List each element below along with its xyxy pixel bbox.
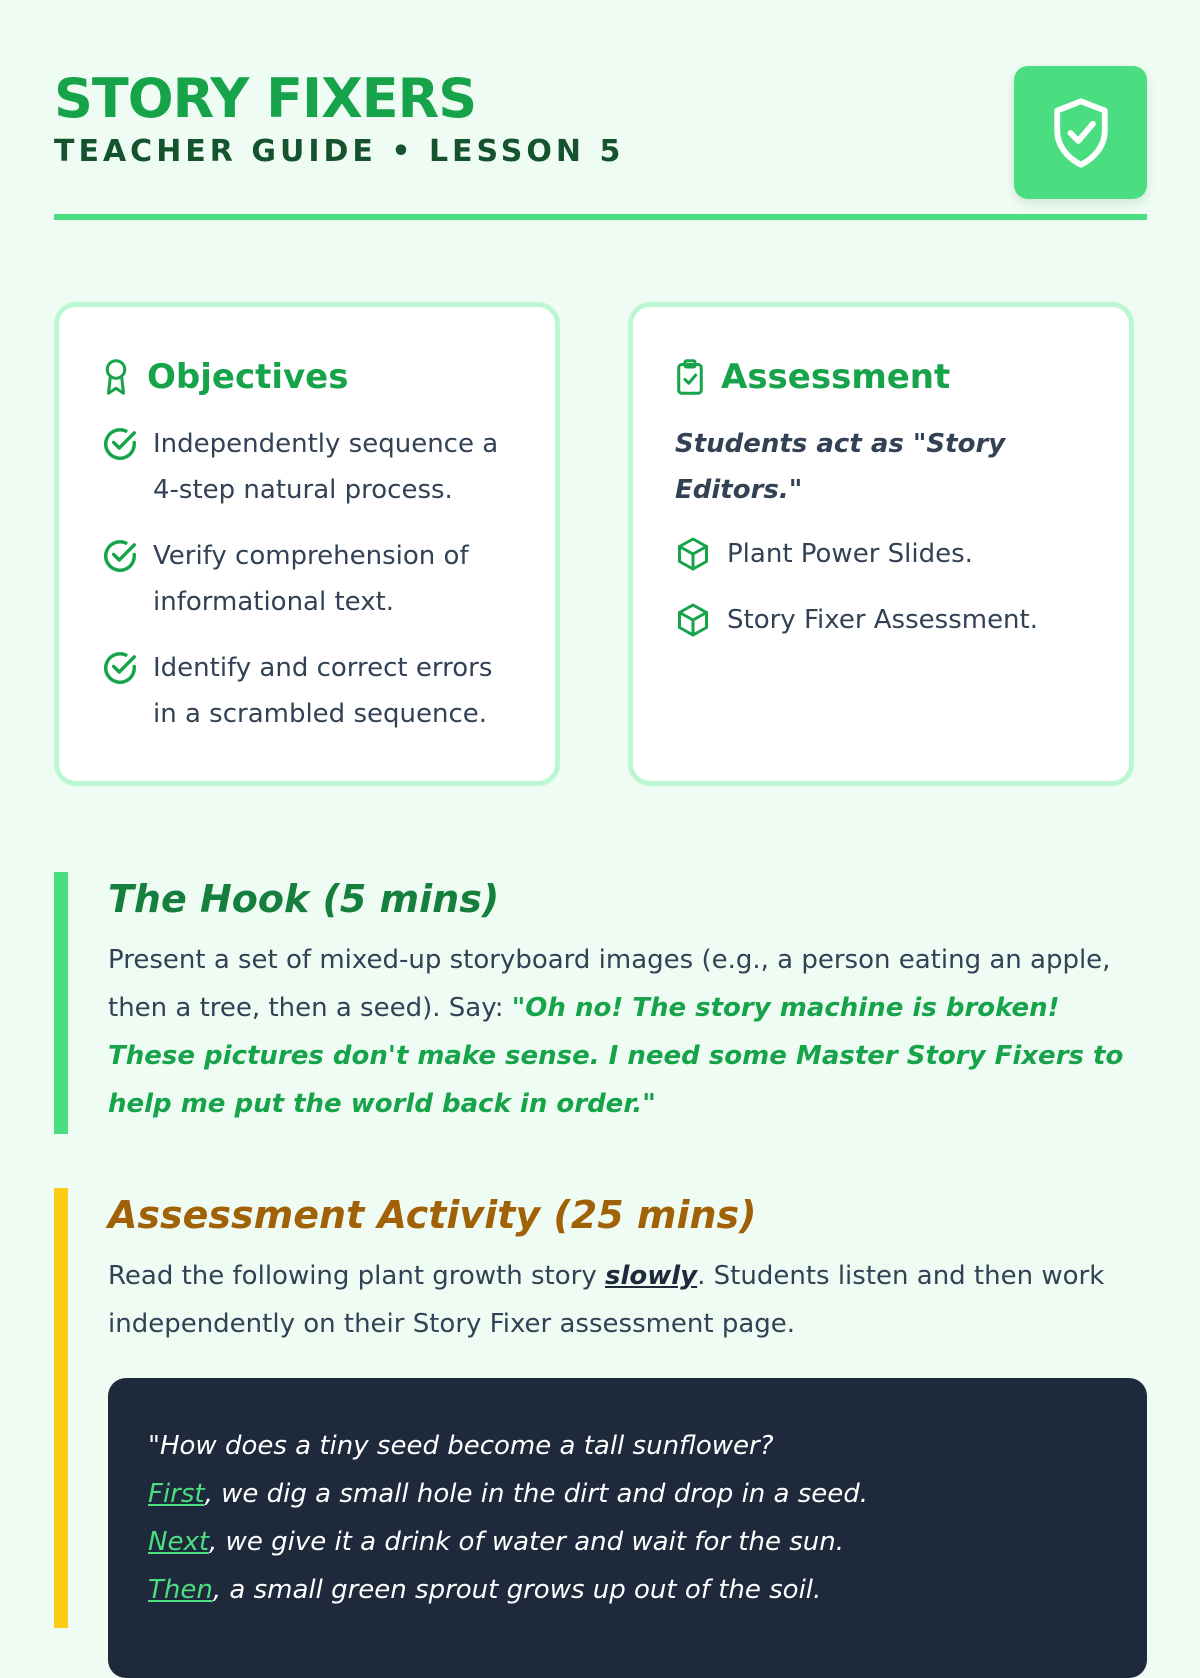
objective-text: Independently sequence a 4-step natural process. (153, 429, 499, 505)
hook-text: Present a set of mixed-up storyboard images (e.g., a person eating an apple, then a tree, then a seed). Say: (108, 945, 1111, 1023)
page-header (54, 66, 1147, 220)
activity-text-before: Read the following plant growth story (108, 1261, 605, 1291)
objective-item (101, 421, 513, 513)
hook-accent-bar (54, 872, 68, 1134)
check-circle-icon (101, 645, 139, 691)
objectives-card (54, 302, 560, 786)
activity-section (54, 1188, 1147, 1628)
shield-check-icon (1049, 96, 1113, 170)
activity-text-after: . Students listen and then work independently on their Story Fixer assessment page. (108, 1261, 1105, 1339)
logo-badge (1014, 66, 1147, 199)
story-text: , we give it a drink of water and wait for the sun. (209, 1527, 844, 1557)
story-line (148, 1566, 1107, 1614)
objectives-heading (101, 355, 513, 399)
story-text: , we dig a small hole in the dirt and drop in a seed. (204, 1479, 869, 1509)
assessment-heading (675, 355, 1087, 399)
assessment-item-text: Story Fixer Assessment. (727, 605, 1038, 635)
page-subtitle: TEACHER GUIDE • LESSON 5 (54, 134, 625, 169)
objectives-heading-label: Objectives (147, 357, 349, 397)
story-line (148, 1470, 1107, 1518)
assessment-note: Students act as "Story Editors." (675, 429, 1006, 505)
hook-body (108, 936, 1147, 1128)
clipboard-check-icon (675, 358, 705, 396)
activity-heading: Assessment Activity (25 mins) (108, 1193, 757, 1237)
objectives-list (101, 421, 513, 737)
assessment-item (675, 531, 1087, 577)
box-icon (675, 531, 713, 577)
story-text: , a small green sprout grows up out of the soil. (212, 1575, 822, 1605)
objective-item (101, 645, 513, 737)
objective-item (101, 533, 513, 625)
assessment-item-text: Plant Power Slides. (727, 539, 973, 569)
box-icon (675, 597, 713, 643)
story-box (108, 1378, 1147, 1678)
objective-text: Identify and correct errors in a scrambled sequence. (153, 653, 493, 729)
story-keyword-next: Next (148, 1527, 210, 1557)
activity-accent-bar (54, 1188, 68, 1628)
header-divider (54, 214, 1147, 220)
assessment-list (675, 531, 1087, 643)
check-circle-icon (101, 421, 139, 467)
story-keyword-then: Then (148, 1575, 213, 1605)
hook-section (54, 872, 1147, 1134)
award-icon (101, 358, 131, 396)
page-title: STORY FIXERS (54, 67, 477, 130)
check-circle-icon (101, 533, 139, 579)
assessment-heading-label: Assessment (721, 357, 951, 397)
story-line (148, 1422, 1107, 1470)
assessment-card (628, 302, 1134, 786)
hook-heading: The Hook (5 mins) (108, 877, 500, 921)
story-keyword-first: First (148, 1479, 205, 1509)
activity-body (108, 1252, 1147, 1348)
story-intro: "How does a tiny seed become a tall sunflower? (148, 1431, 774, 1461)
story-line (148, 1518, 1107, 1566)
activity-emphasis: slowly (605, 1261, 698, 1291)
objective-text: Verify comprehension of informational text. (153, 541, 469, 617)
assessment-item (675, 597, 1087, 643)
hook-quote: "Oh no! The story machine is broken! These pictures don't make sense. I need some Master Story Fixers to help me put the world back in order." (108, 993, 1124, 1119)
